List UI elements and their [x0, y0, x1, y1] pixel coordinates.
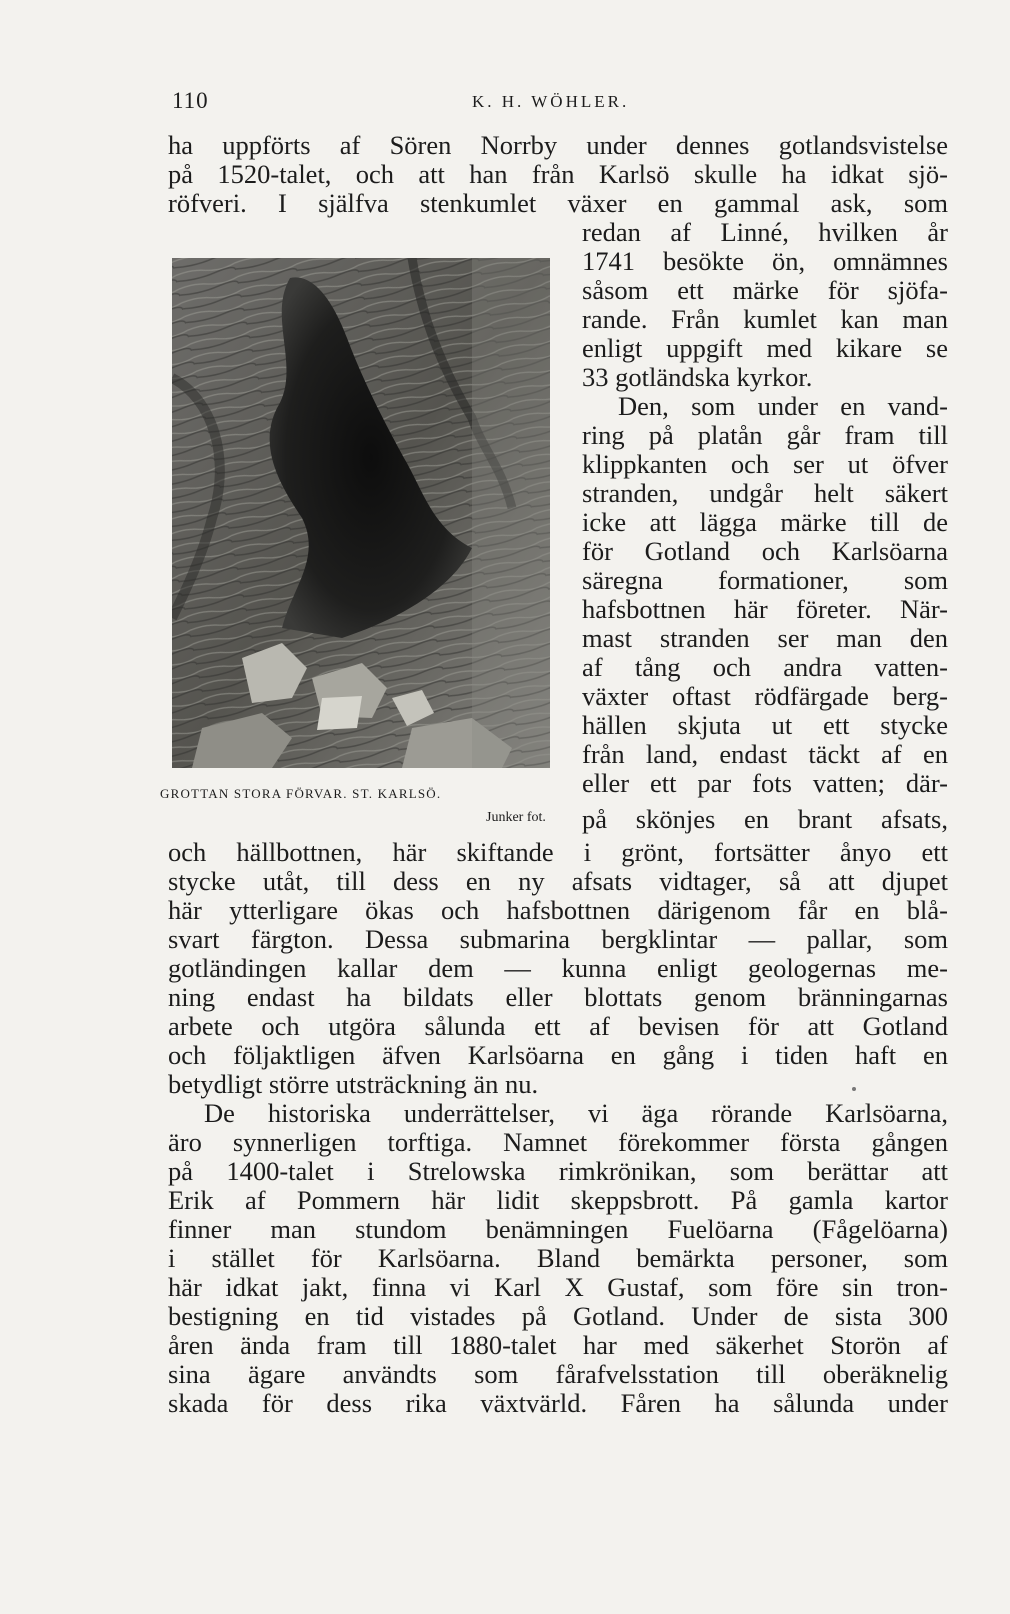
text-line: ha uppförts af Sören Norrby under dennes gotlandsvistelse	[168, 130, 948, 160]
text-line: af tång och andra vatten-	[582, 652, 948, 682]
text-line: 1741 besökte ön, omnämnes	[582, 246, 948, 276]
text-line: för Gotland och Karlsöarna	[582, 536, 948, 566]
text-line: rande. Från kumlet kan man	[582, 304, 948, 334]
text-line: enligt uppgift med kikare se	[582, 333, 948, 363]
text-line: hafsbottnen här företer. När-	[582, 594, 948, 624]
text-line: klippkanten och ser ut öfver	[582, 449, 948, 479]
text-line: mast stranden ser man den	[582, 623, 948, 653]
text-line: äro synnerligen torftiga. Namnet förekommer första gången	[168, 1127, 948, 1157]
text-line: bestigning en tid vistades på Gotland. Under de sista 300	[168, 1301, 948, 1331]
text-line: gotländingen kallar dem — kunna enligt geologernas me-	[168, 953, 948, 983]
text-line: sina ägare användts som fårafvelsstation till oberäknelig	[168, 1359, 948, 1389]
text-line: ning endast ha bildats eller blottats genom bränningarnas	[168, 982, 948, 1012]
text-line: Erik af Pommern här lidit skeppsbrott. På gamla kartor	[168, 1185, 948, 1215]
grotto-illustration	[172, 258, 550, 768]
text-line: icke att lägga märke till de	[582, 507, 948, 537]
text-line: arbete och utgöra sålunda ett af bevisen för att Gotland	[168, 1011, 948, 1041]
figure-caption: GROTTAN STORA FÖRVAR. ST. KARLSÖ.	[160, 786, 442, 801]
text-line: eller ett par fots vatten; där-	[582, 768, 948, 798]
text-line: redan af Linné, hvilken år	[582, 217, 948, 247]
text-line: här ytterligare ökas och hafsbottnen därigenom får en blå-	[168, 895, 948, 925]
page-number: 110	[172, 88, 209, 113]
text-line: 33 gotländska kyrkor.	[582, 362, 813, 392]
text-line: växter oftast rödfärgade berg-	[582, 681, 948, 711]
text-line: på skönjes en brant afsats,	[582, 804, 948, 834]
text-line: i stället för Karlsöarna. Bland bemärkta personer, som	[168, 1243, 948, 1273]
text-line: stycke utåt, till dess en ny afsats vidtager, så att djupet	[168, 866, 948, 896]
text-line: åren ända fram till 1880-talet har med säkerhet Storön af	[168, 1330, 948, 1360]
text-line: Den, som under en vand-	[618, 391, 948, 421]
running-head: K. H. WÖHLER.	[472, 92, 630, 111]
text-line: betydligt större utsträckning än nu.	[168, 1069, 539, 1099]
print-speck	[852, 1087, 856, 1091]
text-line: svart färgton. Dessa submarina bergklintar — pallar, som	[168, 924, 948, 954]
text-line: på 1520-talet, och att han från Karlsö skulle ha idkat sjö-	[168, 159, 948, 189]
text-line: såsom ett märke för sjöfa-	[582, 275, 948, 305]
photo-credit: Junker fot.	[486, 810, 546, 825]
text-line: skada för dess rika växtvärld. Fåren ha sålunda under	[168, 1388, 948, 1418]
text-line: och följaktligen äfven Karlsöarna en gång i tiden haft en	[168, 1040, 948, 1070]
text-line: här idkat jakt, finna vi Karl X Gustaf, som före sin tron-	[168, 1272, 948, 1302]
cave-photograph	[172, 258, 550, 768]
text-line: säregna formationer, som	[582, 565, 948, 595]
text-line: på 1400-talet i Strelowska rimkrönikan, som berättar att	[168, 1156, 948, 1186]
text-line: stranden, undgår helt säkert	[582, 478, 948, 508]
text-line: ring på platån går fram till	[582, 420, 948, 450]
text-line: röfveri. I själfva stenkumlet växer en gammal ask, som	[168, 188, 948, 218]
text-line: från land, endast täckt af en	[582, 739, 948, 769]
text-line: och hällbottnen, här skiftande i grönt, fortsätter ånyo ett	[168, 837, 948, 867]
text-line: hällen skjuta ut ett stycke	[582, 710, 948, 740]
page-header	[172, 88, 952, 124]
rock-highlight	[472, 258, 550, 768]
text-line: finner man stundom benämningen Fuelöarna (Fågelöarna)	[168, 1214, 948, 1244]
text-line: De historiska underrättelser, vi äga rörande Karlsöarna,	[204, 1098, 948, 1128]
